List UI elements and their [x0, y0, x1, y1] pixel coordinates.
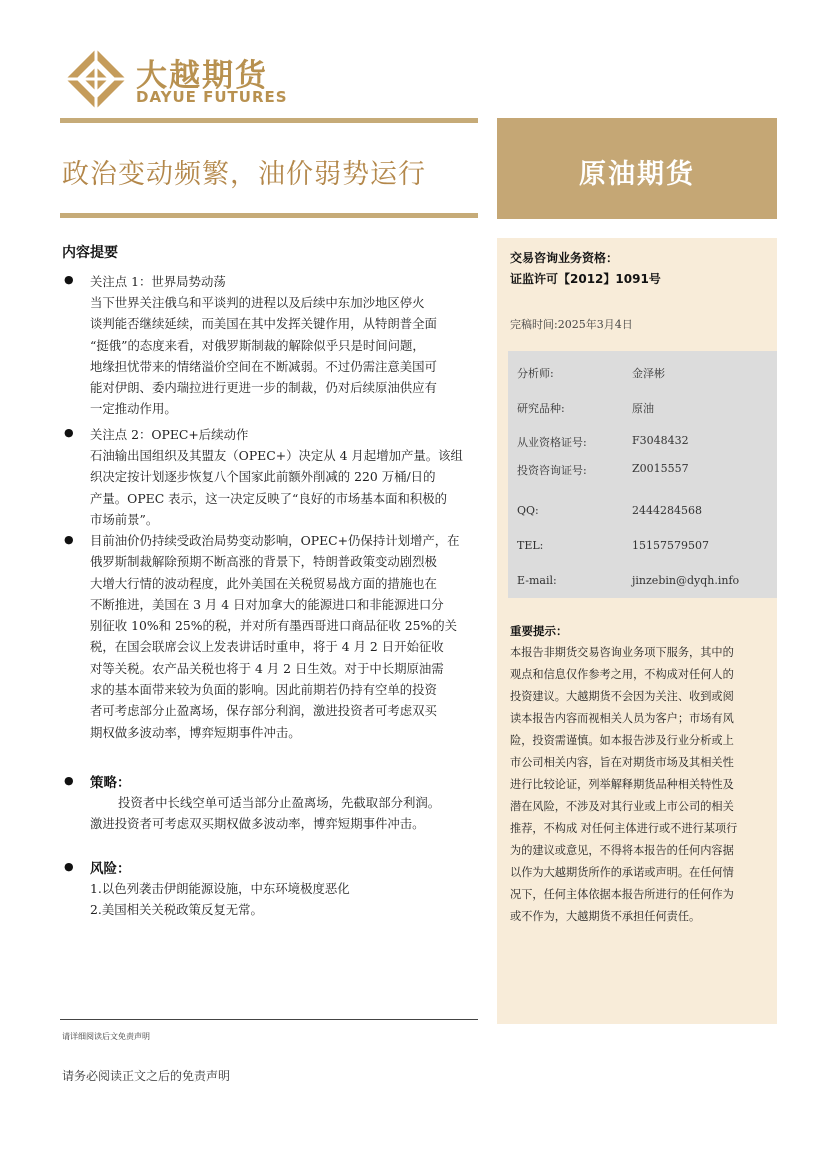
- company-name-en: DAYUE FUTURES: [136, 88, 288, 106]
- text-line: 大增大行情的波动程度，此外美国在关税贸易战方面的措施也在: [90, 575, 437, 591]
- info-key: QQ:: [517, 504, 539, 517]
- text-line: 读本报告内容而视相关人员为客户；市场有风: [510, 712, 734, 725]
- text-line: 1.以色列袭击伊朗能源设施，中东环境极度恶化: [90, 881, 350, 896]
- info-value: 金泽彬: [632, 367, 665, 380]
- category-banner: [497, 118, 777, 219]
- footer-disclaimer-small: 请详细阅读后文免责声明: [62, 1032, 150, 1041]
- info-value: 15157579507: [632, 539, 709, 552]
- notice-body: [510, 642, 770, 928]
- text-line: 2.美国相关关税政策反复无常。: [90, 902, 263, 918]
- info-key: 分析师:: [517, 367, 554, 380]
- summary-heading: 内容提要: [62, 245, 118, 261]
- text-line: 谈判能否继续延续，而美国在其中发挥关键作用，从特朗普全面: [90, 316, 437, 332]
- text-line: 不断推进，美国在 3 月 4 日对加拿大的能源进口和非能源进口分: [90, 596, 444, 612]
- text-line: 投资建议。大越期货不会因为关注、收到或阅: [510, 690, 734, 703]
- category-label: 原油期货: [579, 159, 695, 190]
- strategy-body: [90, 792, 440, 835]
- point1-body: [90, 292, 437, 420]
- text-line: 市场前景”。: [90, 511, 159, 527]
- info-key: TEL:: [517, 539, 544, 552]
- text-line: 对等关税。农产品关税也将于 4 月 2 日生效。对于中长期原油需: [90, 660, 444, 676]
- bullet-icon: ●: [64, 273, 74, 286]
- text-line: 观点和信息仅作参考之用，不构成对任何人的: [510, 668, 734, 681]
- info-value: F3048432: [632, 434, 689, 447]
- qualification-line1: 交易咨询业务资格：: [510, 251, 619, 265]
- point1-title: 关注点 1：世界局势动荡: [90, 274, 226, 289]
- bullet-icon: ●: [64, 426, 74, 439]
- info-value: Z0015557: [632, 462, 689, 475]
- text-line: 险，投资需谨慎。如本报告涉及行业分析或上: [510, 734, 734, 747]
- risk-heading: 风险：: [90, 861, 131, 877]
- bullet-icon: ●: [64, 860, 74, 873]
- info-key: E-mail:: [517, 574, 557, 587]
- text-line: 俄罗斯制裁解除预期不断高涨的背景下，特朗普政策变动剧烈极: [90, 554, 437, 570]
- info-key: 从业资格证号:: [517, 436, 587, 449]
- text-line: 投资者中长线空单可适当部分止盈离场，先截取部分利润。: [118, 795, 441, 810]
- info-key: 研究品种:: [517, 402, 565, 415]
- text-line: 税，在国会联席会议上发表讲话时重申，将于 4 月 2 日开始征收: [90, 639, 444, 655]
- text-line: 当下世界关注俄乌和平谈判的进程以及后续中东加沙地区停火: [90, 295, 425, 310]
- text-line: 地缘担忧带来的情绪溢价空间在不断减弱。不过仍需注意美国可: [90, 358, 437, 374]
- title-rule-top: [60, 118, 478, 123]
- footer-disclaimer: 请务必阅读正文之后的免责声明: [62, 1069, 231, 1083]
- info-value: 2444284568: [632, 504, 702, 517]
- text-line: 能对伊朗、委内瑞拉进行更进一步的制裁，仍对后续原油供应有: [90, 380, 437, 396]
- text-line: 期权做多波动率，博弈短期事件冲击。: [90, 724, 301, 740]
- strategy-heading: 策略：: [90, 775, 131, 791]
- text-line: 为的建议或意见，不得将本报告的任何内容据: [510, 844, 734, 857]
- point2-title: 关注点 2：OPEC+后续动作: [90, 427, 249, 442]
- text-line: 进行比较论证，列举解释期货品种相关特性及: [510, 778, 734, 791]
- bullet-icon: ●: [64, 533, 74, 546]
- text-line: 市公司相关内容，旨在对期货市场及其相关性: [510, 756, 734, 769]
- footer-rule: [60, 1019, 478, 1020]
- text-line: 以作为大越期货所作的承诺或声明。在任何情: [510, 866, 734, 879]
- qualification-line2: 证监许可【2012】1091号: [510, 272, 661, 286]
- text-line: 产量。OPEC 表示，这一决定反映了“良好的市场基本面和积极的: [90, 490, 448, 506]
- text-line: 石油输出国组织及其盟友（OPEC+）决定从 4 月起增加产量。该组: [90, 448, 463, 463]
- info-value: jinzebin@dyqh.info: [632, 574, 740, 587]
- bullet-icon: ●: [64, 774, 74, 787]
- text-line: 激进投资者可考虑双买期权做多波动率，博弈短期事件冲击。: [90, 816, 425, 832]
- text-line: 别征收 10%和 25%的税，并对所有墨西哥进口商品征收 25%的关: [90, 618, 458, 634]
- notice-heading: 重要提示：: [510, 624, 568, 638]
- risk-body: [90, 878, 350, 921]
- point3-body: [90, 530, 460, 743]
- text-line: 本报告非期货交易咨询业务项下服务，其中的: [510, 646, 734, 659]
- info-key: 投资咨询证号:: [517, 464, 587, 477]
- title-rule-bottom: [60, 213, 478, 218]
- text-line: 求的基本面带来较为负面的影响。因此前期若仍持有空单的投资: [90, 682, 437, 698]
- text-line: 或不作为，大越期货不承担任何责任。: [510, 910, 701, 923]
- text-line: 况下，任何主体依据本报告所进行的任何作为: [510, 888, 734, 901]
- info-value: 原油: [632, 402, 654, 415]
- point2-body: [90, 445, 463, 530]
- text-line: 者可考虑部分止盈离场，保存部分利润，激进投资者可考虑双买: [90, 703, 437, 719]
- report-title: 政治变动频繁，油价弱势运行: [62, 159, 426, 190]
- completion-date: 完稿时间:2025年3月4日: [510, 318, 633, 331]
- text-line: 目前油价仍持续受政治局势变动影响，OPEC+仍保持计划增产，在: [90, 533, 460, 548]
- analyst-info-box: [508, 351, 777, 598]
- text-line: 推荐，不构成 对任何主体进行或不进行某项行: [510, 822, 738, 835]
- text-line: 织决定按计划逐步恢复八个国家此前额外削减的 220 万桶/日的: [90, 469, 436, 485]
- text-line: 一定推动作用。: [90, 401, 177, 417]
- company-name-cn: 大越期货: [136, 58, 268, 94]
- text-line: “挺俄”的态度来看，对俄罗斯制裁的解除似乎只是时间问题，: [90, 337, 425, 353]
- text-line: 潜在风险，不涉及对其行业或上市公司的相关: [510, 800, 734, 813]
- company-logo-mark: [64, 47, 128, 111]
